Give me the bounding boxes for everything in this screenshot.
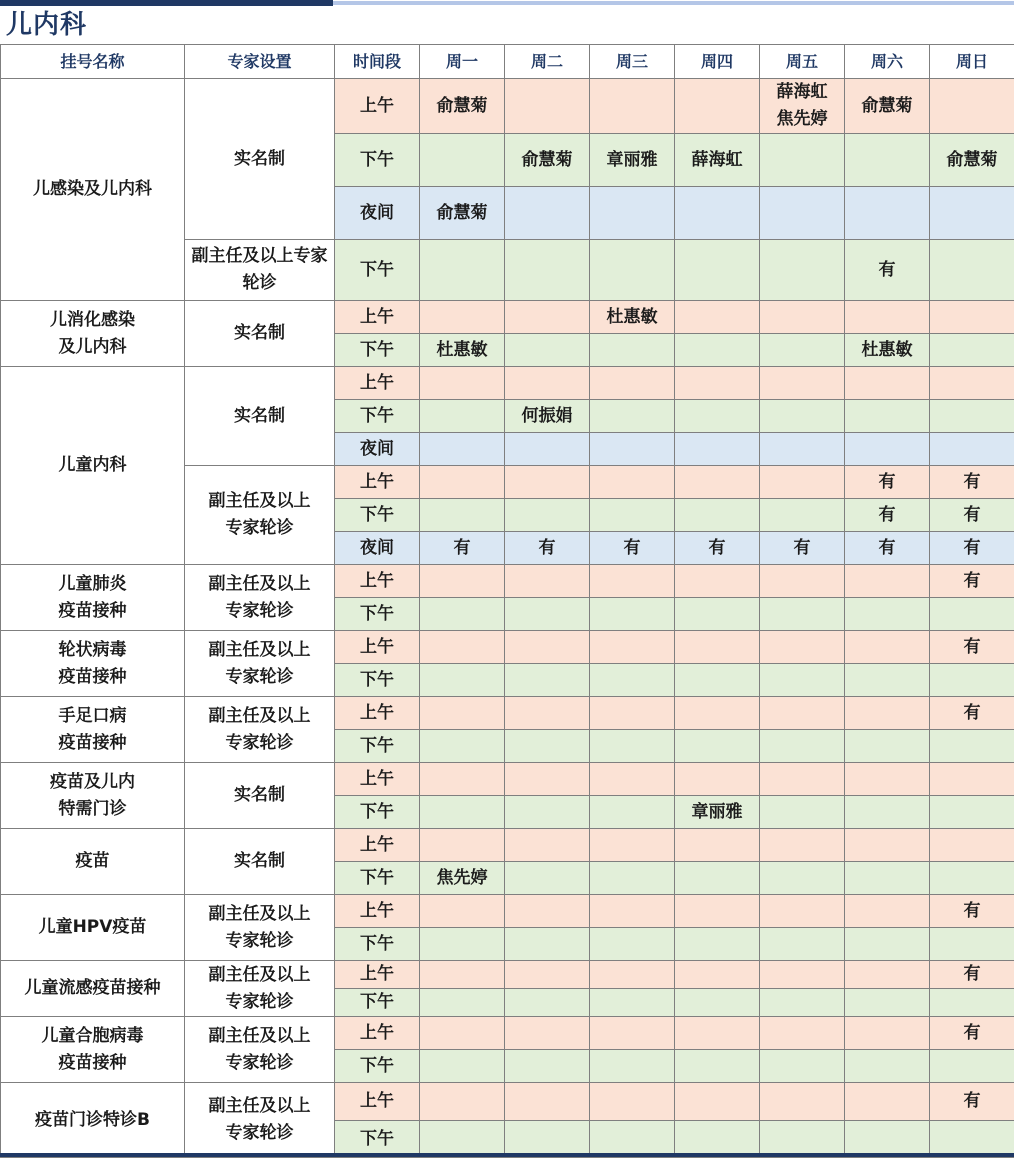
schedule-cell (675, 466, 760, 499)
schedule-cell (760, 367, 845, 400)
schedule-cell (845, 301, 930, 334)
schedule-cell: 有 (930, 631, 1014, 664)
schedule-cell (930, 433, 1014, 466)
schedule-cell: 有 (845, 499, 930, 532)
schedule-cell (760, 961, 845, 989)
schedule-cell (590, 989, 675, 1017)
time-period-cell: 上午 (335, 367, 420, 400)
schedule-cell (675, 989, 760, 1017)
schedule-cell (505, 187, 590, 240)
schedule-cell (590, 1083, 675, 1121)
schedule-cell (760, 796, 845, 829)
schedule-cell (420, 730, 505, 763)
schedule-cell (845, 664, 930, 697)
schedule-cell (420, 631, 505, 664)
expert-setting-cell: 副主任及以上 专家轮诊 (185, 895, 335, 961)
expert-setting-cell: 副主任及以上专家轮诊 (185, 240, 335, 301)
time-period-cell: 上午 (335, 79, 420, 134)
schedule-cell (845, 367, 930, 400)
registration-name-cell: 儿童合胞病毒 疫苗接种 (1, 1017, 185, 1083)
schedule-cell: 有 (590, 532, 675, 565)
schedule-cell (505, 565, 590, 598)
table-row (1, 79, 1014, 134)
schedule-cell (590, 895, 675, 928)
schedule-cell (420, 1083, 505, 1121)
schedule-cell (590, 664, 675, 697)
table-row (1, 1017, 1014, 1050)
table-row (1, 763, 1014, 796)
schedule-cell (930, 730, 1014, 763)
schedule-cell (505, 730, 590, 763)
schedule-cell (760, 763, 845, 796)
schedule-cell (505, 895, 590, 928)
schedule-cell (930, 862, 1014, 895)
time-period-cell: 下午 (335, 240, 420, 301)
schedule-cell (760, 895, 845, 928)
schedule-cell (675, 301, 760, 334)
header-cell: 挂号名称 (1, 45, 185, 79)
schedule-cell (420, 565, 505, 598)
schedule-cell (930, 989, 1014, 1017)
schedule-cell (845, 1121, 930, 1158)
table-row (1, 961, 1014, 989)
schedule-cell (420, 829, 505, 862)
schedule-cell (420, 989, 505, 1017)
schedule-cell (845, 134, 930, 187)
schedule-cell (845, 1017, 930, 1050)
schedule-cell: 有 (930, 532, 1014, 565)
schedule-cell (505, 1121, 590, 1158)
schedule-cell (675, 1121, 760, 1158)
schedule-cell (760, 499, 845, 532)
schedule-cell: 有 (930, 499, 1014, 532)
schedule-cell (420, 928, 505, 961)
schedule-cell (590, 565, 675, 598)
schedule-cell (845, 895, 930, 928)
schedule-cell: 有 (930, 1083, 1014, 1121)
schedule-cell: 有 (930, 466, 1014, 499)
schedule-cell: 俞慧菊 (420, 79, 505, 134)
schedule-cell (760, 928, 845, 961)
schedule-cell (675, 664, 760, 697)
time-period-cell: 下午 (335, 862, 420, 895)
schedule-cell (760, 1083, 845, 1121)
header-cell: 周一 (420, 45, 505, 79)
schedule-cell (845, 928, 930, 961)
header-cell: 时间段 (335, 45, 420, 79)
schedule-cell (760, 1121, 845, 1158)
schedule-cell (590, 796, 675, 829)
schedule-cell (420, 796, 505, 829)
schedule-cell (505, 763, 590, 796)
time-period-cell: 上午 (335, 895, 420, 928)
expert-setting-cell: 实名制 (185, 367, 335, 466)
registration-name-cell: 疫苗及儿内 特需门诊 (1, 763, 185, 829)
time-period-cell: 夜间 (335, 187, 420, 240)
schedule-cell (930, 240, 1014, 301)
expert-setting-cell: 实名制 (185, 301, 335, 367)
schedule-cell (420, 664, 505, 697)
expert-setting-cell: 副主任及以上 专家轮诊 (185, 1083, 335, 1158)
schedule-cell (505, 499, 590, 532)
schedule-cell (930, 367, 1014, 400)
schedule-cell (675, 928, 760, 961)
expert-setting-cell: 实名制 (185, 829, 335, 895)
schedule-cell (675, 79, 760, 134)
schedule-cell (760, 433, 845, 466)
schedule-cell (845, 565, 930, 598)
header-row (1, 45, 1014, 79)
time-period-cell: 上午 (335, 466, 420, 499)
schedule-cell (845, 829, 930, 862)
schedule-cell (845, 1050, 930, 1083)
schedule-cell (590, 367, 675, 400)
time-period-cell: 上午 (335, 1083, 420, 1121)
time-period-cell: 上午 (335, 829, 420, 862)
schedule-cell: 杜惠敏 (420, 334, 505, 367)
schedule-cell (930, 1121, 1014, 1158)
registration-name-cell: 轮状病毒 疫苗接种 (1, 631, 185, 697)
schedule-cell (675, 895, 760, 928)
schedule-cell: 有 (845, 240, 930, 301)
schedule-cell (675, 400, 760, 433)
schedule-cell (590, 1050, 675, 1083)
time-period-cell: 上午 (335, 763, 420, 796)
registration-name-cell: 儿感染及儿内科 (1, 79, 185, 301)
time-period-cell: 下午 (335, 928, 420, 961)
schedule-cell: 薛海虹 焦先婷 (760, 79, 845, 134)
header-cell: 专家设置 (185, 45, 335, 79)
schedule-cell (930, 187, 1014, 240)
registration-name-cell: 手足口病 疫苗接种 (1, 697, 185, 763)
table-row (1, 895, 1014, 928)
schedule-body (1, 79, 1014, 1158)
schedule-cell: 何振娟 (505, 400, 590, 433)
schedule-cell (845, 961, 930, 989)
schedule-cell (675, 1083, 760, 1121)
schedule-cell (930, 664, 1014, 697)
schedule-cell (845, 989, 930, 1017)
table-row (1, 1083, 1014, 1121)
schedule-cell (420, 466, 505, 499)
schedule-cell (420, 301, 505, 334)
schedule-cell (845, 433, 930, 466)
registration-name-cell: 儿童HPV疫苗 (1, 895, 185, 961)
schedule-cell (420, 499, 505, 532)
time-period-cell: 下午 (335, 989, 420, 1017)
registration-name-cell: 儿童流感疫苗接种 (1, 961, 185, 1017)
schedule-cell (675, 433, 760, 466)
schedule-cell (675, 565, 760, 598)
schedule-cell (505, 466, 590, 499)
header-cell: 周五 (760, 45, 845, 79)
schedule-cell (845, 796, 930, 829)
schedule-cell (930, 400, 1014, 433)
registration-name-cell: 儿童内科 (1, 367, 185, 565)
bottom-accent-bar (0, 1153, 1014, 1157)
schedule-cell (930, 79, 1014, 134)
time-period-cell: 下午 (335, 598, 420, 631)
page-title: 儿内科 (6, 8, 87, 42)
schedule-cell (675, 862, 760, 895)
schedule-cell (760, 400, 845, 433)
schedule-cell: 俞慧菊 (845, 79, 930, 134)
schedule-cell (590, 961, 675, 989)
schedule-cell (505, 862, 590, 895)
schedule-cell (590, 598, 675, 631)
time-period-cell: 上午 (335, 301, 420, 334)
schedule-cell (675, 961, 760, 989)
schedule-cell (590, 187, 675, 240)
schedule-cell (845, 598, 930, 631)
table-row (1, 631, 1014, 664)
schedule-cell (590, 631, 675, 664)
schedule-cell (675, 1017, 760, 1050)
schedule-cell: 俞慧菊 (420, 187, 505, 240)
registration-name-cell: 疫苗 (1, 829, 185, 895)
schedule-cell (675, 598, 760, 631)
schedule-cell: 有 (930, 1017, 1014, 1050)
expert-setting-cell: 实名制 (185, 79, 335, 240)
expert-setting-cell: 实名制 (185, 763, 335, 829)
schedule-cell (760, 989, 845, 1017)
expert-setting-cell: 副主任及以上 专家轮诊 (185, 466, 335, 565)
schedule-cell (845, 631, 930, 664)
schedule-cell (675, 730, 760, 763)
schedule-cell (505, 334, 590, 367)
schedule-cell (760, 697, 845, 730)
schedule-cell (505, 697, 590, 730)
schedule-cell (420, 240, 505, 301)
schedule-cell: 俞慧菊 (505, 134, 590, 187)
schedule-cell: 杜惠敏 (845, 334, 930, 367)
expert-setting-cell: 副主任及以上 专家轮诊 (185, 565, 335, 631)
table-row (1, 565, 1014, 598)
schedule-cell: 焦先婷 (420, 862, 505, 895)
schedule-cell (760, 829, 845, 862)
time-period-cell: 上午 (335, 697, 420, 730)
schedule-cell (590, 240, 675, 301)
schedule-cell: 有 (760, 532, 845, 565)
schedule-cell (505, 1083, 590, 1121)
schedule-cell (590, 763, 675, 796)
expert-setting-cell: 副主任及以上 专家轮诊 (185, 631, 335, 697)
schedule-cell (760, 187, 845, 240)
time-period-cell: 上午 (335, 565, 420, 598)
time-period-cell: 下午 (335, 134, 420, 187)
schedule-cell (505, 301, 590, 334)
schedule-cell (590, 433, 675, 466)
time-period-cell: 下午 (335, 1050, 420, 1083)
schedule-cell (760, 134, 845, 187)
expert-setting-cell: 副主任及以上 专家轮诊 (185, 961, 335, 1017)
schedule-cell (675, 240, 760, 301)
table-row (1, 697, 1014, 730)
title-accent-light (333, 1, 1014, 5)
schedule-cell (505, 79, 590, 134)
schedule-cell (420, 961, 505, 989)
schedule-cell (420, 134, 505, 187)
schedule-cell (930, 763, 1014, 796)
schedule-cell (760, 631, 845, 664)
time-period-cell: 下午 (335, 334, 420, 367)
title-accent-bar (0, 0, 1014, 6)
time-period-cell: 上午 (335, 631, 420, 664)
schedule-cell (760, 664, 845, 697)
schedule-cell (420, 1121, 505, 1158)
schedule-cell: 有 (930, 895, 1014, 928)
schedule-cell (675, 367, 760, 400)
schedule-cell (675, 187, 760, 240)
schedule-cell (845, 763, 930, 796)
registration-name-cell: 疫苗门诊特诊B (1, 1083, 185, 1158)
schedule-cell: 章丽雅 (590, 134, 675, 187)
schedule-table (0, 44, 1014, 1158)
schedule-cell (420, 1050, 505, 1083)
schedule-cell (505, 829, 590, 862)
schedule-cell (760, 1017, 845, 1050)
schedule-cell (590, 829, 675, 862)
schedule-cell (420, 367, 505, 400)
time-period-cell: 上午 (335, 1017, 420, 1050)
schedule-cell (420, 1017, 505, 1050)
schedule-cell (845, 862, 930, 895)
schedule-cell (505, 367, 590, 400)
schedule-cell (930, 928, 1014, 961)
schedule-cell: 有 (675, 532, 760, 565)
table-row (1, 367, 1014, 400)
schedule-cell: 有 (930, 961, 1014, 989)
title-accent-dark (0, 0, 333, 6)
schedule-cell (420, 697, 505, 730)
schedule-cell (590, 1121, 675, 1158)
schedule-cell (845, 400, 930, 433)
schedule-cell (505, 433, 590, 466)
schedule-cell: 俞慧菊 (930, 134, 1014, 187)
schedule-cell (760, 862, 845, 895)
schedule-cell (505, 240, 590, 301)
schedule-cell (590, 334, 675, 367)
schedule-cell (930, 796, 1014, 829)
registration-name-cell: 儿童肺炎 疫苗接种 (1, 565, 185, 631)
schedule-cell (420, 433, 505, 466)
schedule-cell (760, 565, 845, 598)
schedule-cell (760, 730, 845, 763)
schedule-cell (505, 1050, 590, 1083)
time-period-cell: 下午 (335, 400, 420, 433)
schedule-cell (590, 499, 675, 532)
schedule-cell (760, 1050, 845, 1083)
schedule-cell (505, 961, 590, 989)
schedule-cell: 有 (930, 697, 1014, 730)
schedule-cell: 薛海虹 (675, 134, 760, 187)
time-period-cell: 下午 (335, 730, 420, 763)
header-cell: 周三 (590, 45, 675, 79)
schedule-cell (420, 400, 505, 433)
schedule-cell (675, 631, 760, 664)
schedule-cell (930, 1050, 1014, 1083)
schedule-cell (505, 796, 590, 829)
schedule-cell: 有 (420, 532, 505, 565)
schedule-cell (845, 730, 930, 763)
time-period-cell: 下午 (335, 796, 420, 829)
schedule-cell (760, 240, 845, 301)
schedule-cell (930, 829, 1014, 862)
schedule-cell (505, 598, 590, 631)
schedule-cell (505, 928, 590, 961)
schedule-cell (675, 1050, 760, 1083)
time-period-cell: 下午 (335, 664, 420, 697)
schedule-cell (760, 598, 845, 631)
time-period-cell: 夜间 (335, 433, 420, 466)
schedule-cell (930, 598, 1014, 631)
schedule-cell (590, 400, 675, 433)
schedule-cell (420, 763, 505, 796)
schedule-cell (760, 466, 845, 499)
schedule-cell: 有 (845, 466, 930, 499)
schedule-cell: 杜惠敏 (590, 301, 675, 334)
schedule-cell (675, 697, 760, 730)
expert-setting-cell: 副主任及以上 专家轮诊 (185, 697, 335, 763)
schedule-cell (505, 1017, 590, 1050)
schedule-cell: 有 (930, 565, 1014, 598)
schedule-cell (590, 466, 675, 499)
schedule-cell (760, 301, 845, 334)
header-cell: 周日 (930, 45, 1014, 79)
schedule-cell (505, 664, 590, 697)
schedule-cell (590, 1017, 675, 1050)
time-period-cell: 下午 (335, 499, 420, 532)
schedule-cell (590, 862, 675, 895)
schedule-cell (420, 895, 505, 928)
schedule-cell (675, 334, 760, 367)
schedule-cell (590, 928, 675, 961)
schedule-cell (590, 79, 675, 134)
table-row (1, 301, 1014, 334)
schedule-cell (590, 730, 675, 763)
schedule-cell: 有 (845, 532, 930, 565)
schedule-cell (760, 334, 845, 367)
header-cell: 周二 (505, 45, 590, 79)
time-period-cell: 下午 (335, 1121, 420, 1158)
table-row (1, 829, 1014, 862)
schedule-cell: 章丽雅 (675, 796, 760, 829)
time-period-cell: 夜间 (335, 532, 420, 565)
schedule-cell (505, 989, 590, 1017)
schedule-cell (675, 763, 760, 796)
expert-setting-cell: 副主任及以上 专家轮诊 (185, 1017, 335, 1083)
schedule-cell (420, 598, 505, 631)
schedule-cell (675, 829, 760, 862)
header-cell: 周四 (675, 45, 760, 79)
schedule-cell: 有 (505, 532, 590, 565)
schedule-cell (675, 499, 760, 532)
schedule-cell (845, 1083, 930, 1121)
schedule-cell (930, 334, 1014, 367)
schedule-cell (590, 697, 675, 730)
header-cell: 周六 (845, 45, 930, 79)
schedule-cell (930, 301, 1014, 334)
time-period-cell: 上午 (335, 961, 420, 989)
schedule-cell (505, 631, 590, 664)
schedule-cell (845, 187, 930, 240)
registration-name-cell: 儿消化感染 及儿内科 (1, 301, 185, 367)
schedule-cell (845, 697, 930, 730)
